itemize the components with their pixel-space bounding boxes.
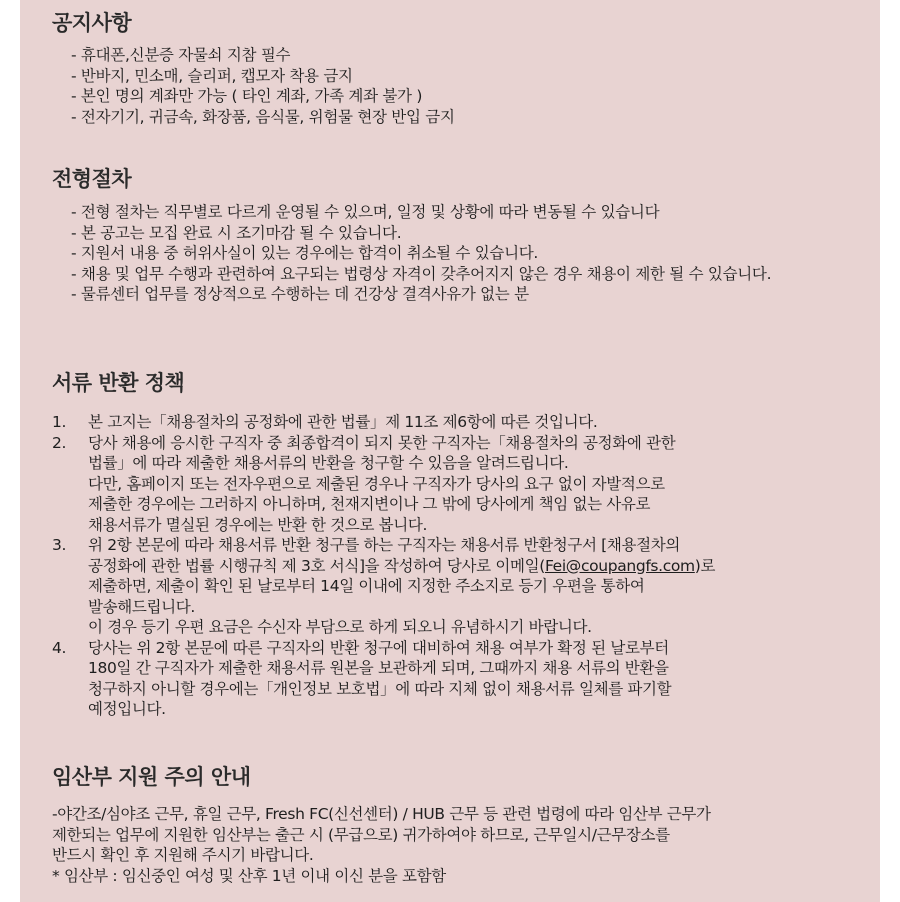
line-text: 공정화에 관한 법률 시행규칙 제 3호 서식]을 작성하여 당사로 이메일( (88, 556, 545, 575)
text-line: 제한되는 업무에 지원한 임산부는 출근 시 (무급으로) 귀가하여야 하므로, 근무일시/근무장소를 (52, 825, 670, 844)
process-list (20, 202, 880, 305)
section-title: 공지사항 (52, 8, 131, 38)
item-number: 2. (52, 433, 67, 452)
item-line: 채용서류가 멸실된 경우에는 반환 한 것으로 봅니다. (88, 515, 428, 534)
item-line: 제출한 경우에는 그러하지 아니하며, 천재지변이나 그 밖에 당사에게 책임 없는 사유로 (88, 495, 651, 513)
pregnancy-text (20, 804, 880, 886)
item-line: 당사는 위 2항 본문에 따른 구직자의 반환 청구에 대비하여 채용 여부가 확정 된 날로부터 (88, 638, 669, 657)
list-item: - 본인 명의 계좌만 가능 ( 타인 계좌, 가족 계좌 불가 ) (71, 87, 423, 105)
text-line: * 임산부 : 임신중인 여성 및 산후 1년 이내 이신 분을 포함함 (52, 866, 446, 885)
item-line: 제출하면, 제출이 확인 된 날로부터 14일 이내에 지정한 주소지로 등기 우편을 통하여 (88, 577, 645, 595)
list-item: - 본 공고는 모집 완료 시 조기마감 될 수 있습니다. (71, 223, 402, 242)
list-item: - 휴대폰,신분증 자물쇠 지참 필수 (71, 46, 291, 64)
item-line: 법률」에 따라 제출한 채용서류의 반환을 청구할 수 있음을 알려드립니다. (88, 454, 569, 472)
list-item: - 반바지, 민소매, 슬리퍼, 캡모자 착용 금지 (71, 66, 353, 85)
item-line: 180일 간 구직자가 제출한 채용서류 원본을 보관하게 되며, 그때까지 채용 서류의 반환을 (88, 659, 669, 677)
list-item (20, 638, 848, 720)
item-number: 1. (52, 413, 67, 431)
list-item: - 전형 절차는 직무별로 다르게 운영될 수 있으며, 일정 및 상황에 따라 변동될 수 있습니다 (71, 203, 660, 221)
item-line: 발송해드립니다. (88, 597, 195, 616)
section-title: 임산부 지원 주의 안내 (52, 762, 251, 792)
text-line: 반드시 확인 후 지원해 주시기 바랍니다. (52, 846, 314, 864)
section-title: 서류 반환 정책 (52, 368, 184, 398)
item-line: 본 고지는「채용절차의 공정화에 관한 법률」제 11조 제6항에 따른 것입니다. (88, 413, 598, 431)
item-line (88, 556, 848, 577)
list-item: - 채용 및 업무 수행과 관련하여 요구되는 법령상 자격이 갖추어지지 않은 경우 채용이 제한 될 수 있습니다. (71, 264, 772, 283)
list-item (20, 535, 848, 638)
list-item (20, 412, 848, 433)
list-item: - 지원서 내용 중 허위사실이 있는 경우에는 합격이 취소될 수 있습니다. (71, 244, 539, 262)
return-policy-section (20, 368, 880, 720)
item-line: 예정입니다. (88, 700, 166, 718)
notice-panel (20, 0, 880, 902)
notice-list (20, 45, 880, 127)
item-line: 청구하지 아니할 경우에는「개인정보 보호법」에 따라 지체 없이 채용서류 일체를 파기할 (88, 679, 672, 698)
item-number: 3. (52, 536, 67, 554)
section-title: 전형절차 (52, 164, 131, 194)
return-policy-list (20, 412, 880, 720)
email-link[interactable]: Fei@coupangfs.com (544, 556, 695, 575)
line-text: )로 (694, 556, 716, 575)
text-line: -야간조/심야조 근무, 휴일 근무, Fresh FC(신선센터) / HUB 근무 등 관련 법령에 따라 임산부 근무가 (52, 805, 711, 823)
pregnancy-section (20, 762, 880, 886)
process-section (20, 164, 880, 305)
item-line: 당사 채용에 응시한 구직자 중 최종합격이 되지 못한 구직자는「채용절차의 공정화에 관한 (88, 433, 676, 452)
item-line: 이 경우 등기 우편 요금은 수신자 부담으로 하게 되오니 유념하시기 바랍니다. (88, 618, 592, 636)
list-item (20, 433, 848, 536)
item-number: 4. (52, 638, 67, 657)
notice-section (20, 8, 880, 127)
list-item: - 물류센터 업무를 정상적으로 수행하는 데 건강상 결격사유가 없는 분 (71, 285, 529, 303)
list-item: - 전자기기, 귀금속, 화장품, 음식물, 위험물 현장 반입 금지 (71, 107, 455, 126)
item-line: 위 2항 본문에 따라 채용서류 반환 청구를 하는 구직자는 채용서류 반환청구서 [채용절차의 (88, 536, 680, 554)
item-line: 다만, 홈페이지 또는 전자우편으로 제출된 경우나 구직자가 당사의 요구 없이 자발적으로 (88, 474, 665, 493)
